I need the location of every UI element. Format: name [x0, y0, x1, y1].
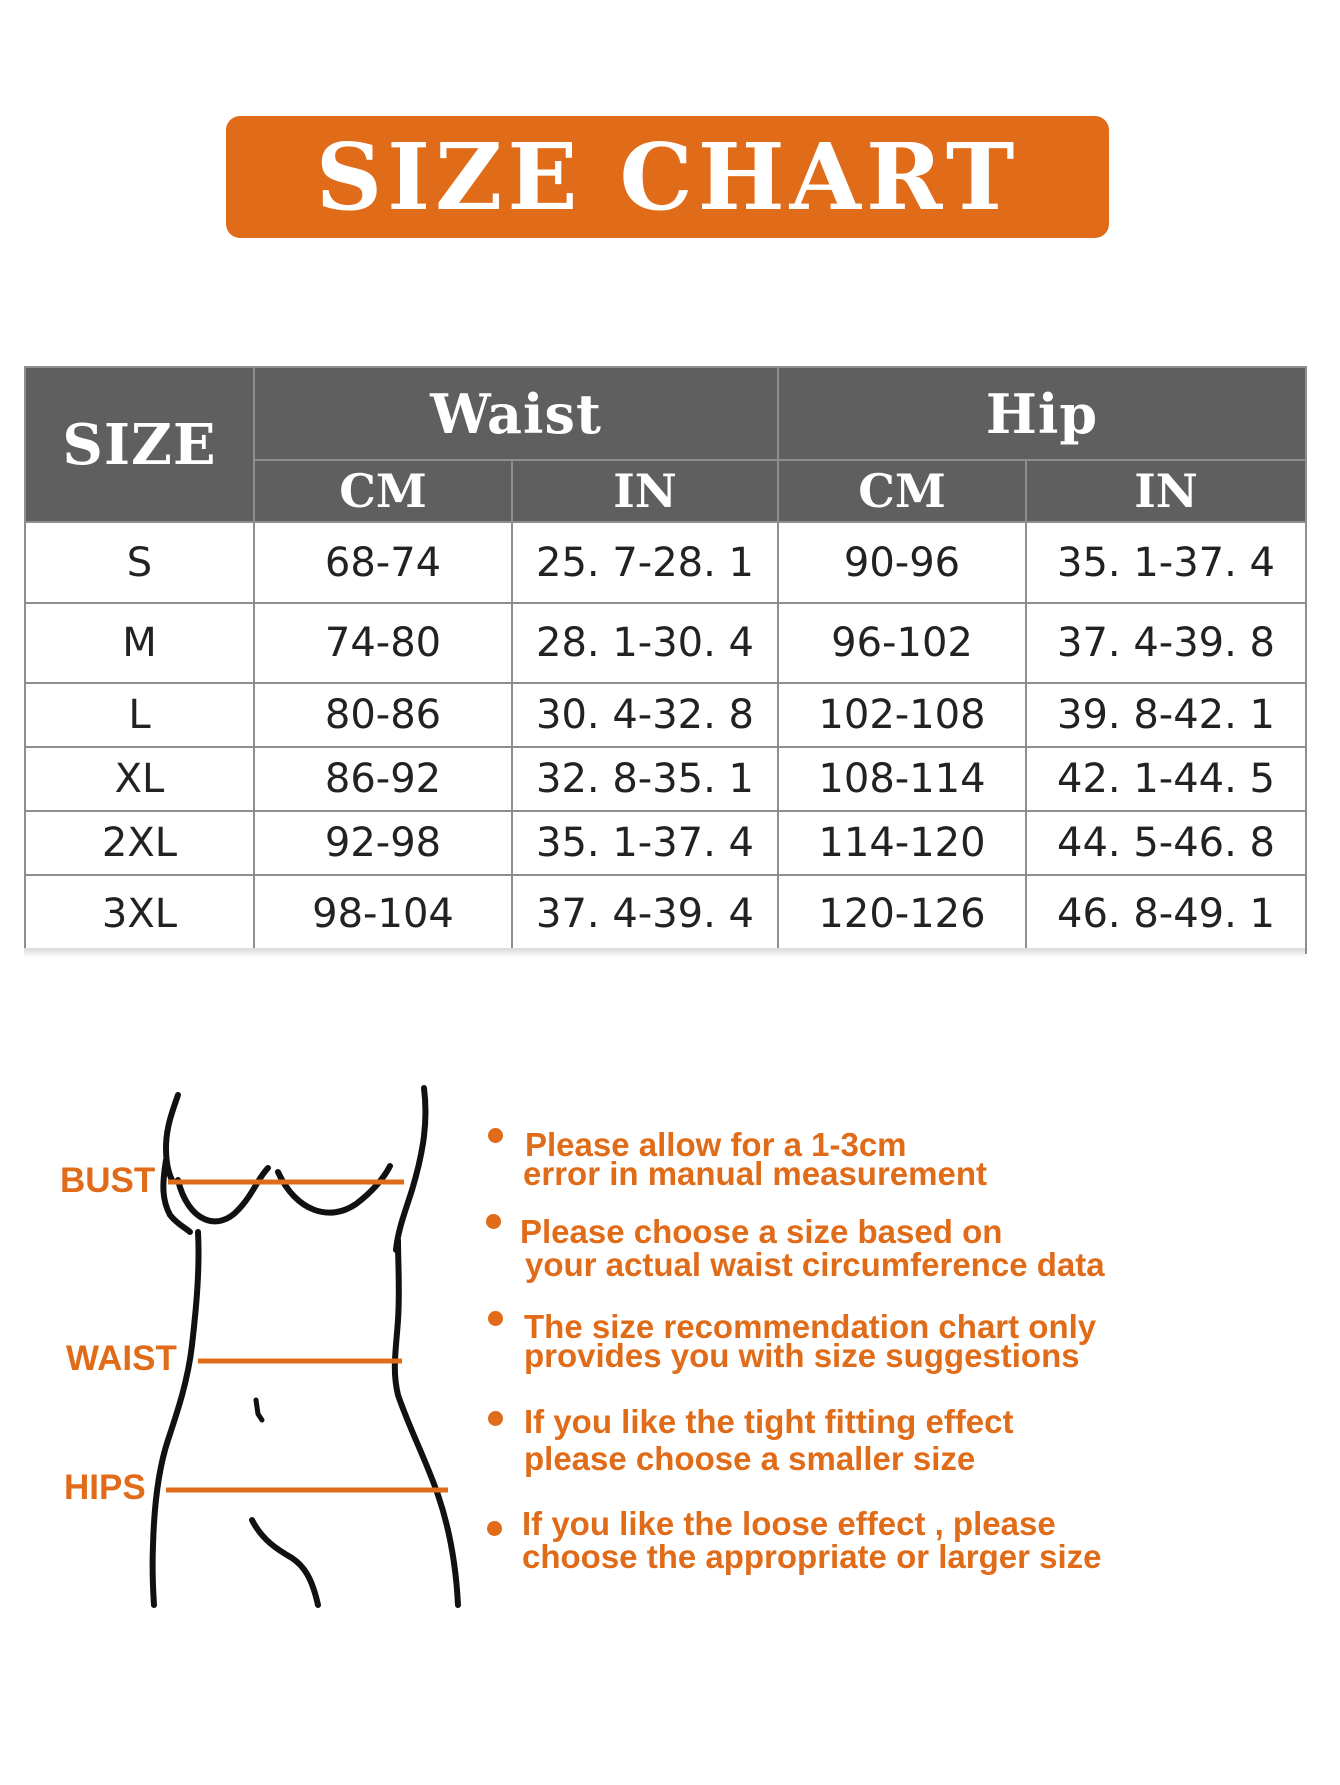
- header-waist: Waist: [254, 367, 778, 460]
- tip-line-1: If you like the tight fitting effect: [524, 1403, 1014, 1440]
- table-row: [25, 811, 1306, 875]
- hip-in-cell: 37. 4-39. 8: [1026, 603, 1306, 683]
- tip-line-2: error in manual measurement: [523, 1155, 987, 1192]
- header-hip-in: IN: [1026, 460, 1306, 522]
- header-hip-cm: CM: [778, 460, 1026, 522]
- bust-label: BUST: [60, 1161, 156, 1200]
- table-row: [25, 747, 1306, 811]
- size-cell: 3XL: [25, 875, 254, 953]
- hip-cm-cell: 90-96: [778, 522, 1026, 603]
- page-title: SIZE CHART: [315, 123, 1020, 231]
- bullet-dot-icon: [487, 1521, 502, 1536]
- hip-cm-cell: 102-108: [778, 683, 1026, 747]
- waist-in-cell: 25. 7-28. 1: [512, 522, 778, 603]
- bullet-dot-icon: [488, 1128, 503, 1143]
- hip-in-cell: 35. 1-37. 4: [1026, 522, 1306, 603]
- table-row: [25, 875, 1306, 953]
- tip-line-1: Please allow for a 1-3cm: [525, 1126, 907, 1163]
- hip-cm-cell: 114-120: [778, 811, 1026, 875]
- tip-line-2: provides you with size suggestions: [524, 1337, 1080, 1374]
- tip-line-2: choose the appropriate or larger size: [522, 1538, 1102, 1575]
- hips-label: HIPS: [64, 1468, 146, 1507]
- header-hip: Hip: [778, 367, 1306, 460]
- hip-in-cell: 44. 5-46. 8: [1026, 811, 1306, 875]
- size-cell: M: [25, 603, 254, 683]
- header-waist-cm: CM: [254, 460, 512, 522]
- waist-in-cell: 30. 4-32. 8: [512, 683, 778, 747]
- waist-cm-cell: 74-80: [254, 603, 512, 683]
- waist-cm-cell: 92-98: [254, 811, 512, 875]
- hip-cm-cell: 108-114: [778, 747, 1026, 811]
- waist-in-cell: 35. 1-37. 4: [512, 811, 778, 875]
- waist-cm-cell: 80-86: [254, 683, 512, 747]
- tip-line-2: your actual waist circumference data: [525, 1246, 1105, 1283]
- waist-in-cell: 32. 8-35. 1: [512, 747, 778, 811]
- right-shoulder-outline: [396, 1088, 426, 1250]
- header-size: SIZE: [25, 367, 254, 522]
- leg-crease-outline: [252, 1520, 318, 1605]
- tip-line-1: The size recommendation chart only: [524, 1308, 1097, 1345]
- tip-line-2: please choose a smaller size: [524, 1440, 976, 1477]
- table-row: [25, 683, 1306, 747]
- tip-line-1: If you like the loose effect , please: [522, 1505, 1056, 1542]
- left-bust-curve: [178, 1168, 268, 1221]
- table-row: [25, 522, 1306, 603]
- title-banner: [226, 116, 1109, 238]
- left-body-outline: [153, 1232, 199, 1605]
- table-shadow: [24, 948, 1305, 958]
- size-cell: XL: [25, 747, 254, 811]
- hip-in-cell: 42. 1-44. 5: [1026, 747, 1306, 811]
- navel-mark: [256, 1400, 262, 1420]
- hip-cm-cell: 96-102: [778, 603, 1026, 683]
- hip-in-cell: 39. 8-42. 1: [1026, 683, 1306, 747]
- waist-cm-cell: 86-92: [254, 747, 512, 811]
- waist-in-cell: 28. 1-30. 4: [512, 603, 778, 683]
- size-table: [24, 366, 1307, 954]
- hip-cm-cell: 120-126: [778, 875, 1026, 953]
- bullet-dot-icon: [488, 1311, 503, 1326]
- table-row: [25, 603, 1306, 683]
- bullet-dot-icon: [486, 1214, 501, 1229]
- right-bust-curve: [278, 1166, 390, 1213]
- header-waist-in: IN: [512, 460, 778, 522]
- right-body-outline: [395, 1240, 458, 1605]
- size-cell: 2XL: [25, 811, 254, 875]
- waist-in-cell: 37. 4-39. 4: [512, 875, 778, 953]
- waist-cm-cell: 98-104: [254, 875, 512, 953]
- waist-cm-cell: 68-74: [254, 522, 512, 603]
- bullet-dot-icon: [488, 1411, 503, 1426]
- waist-label: WAIST: [66, 1339, 177, 1378]
- size-cell: L: [25, 683, 254, 747]
- tip-line-1: Please choose a size based on: [520, 1213, 1003, 1250]
- hip-in-cell: 46. 8-49. 1: [1026, 875, 1306, 953]
- size-cell: S: [25, 522, 254, 603]
